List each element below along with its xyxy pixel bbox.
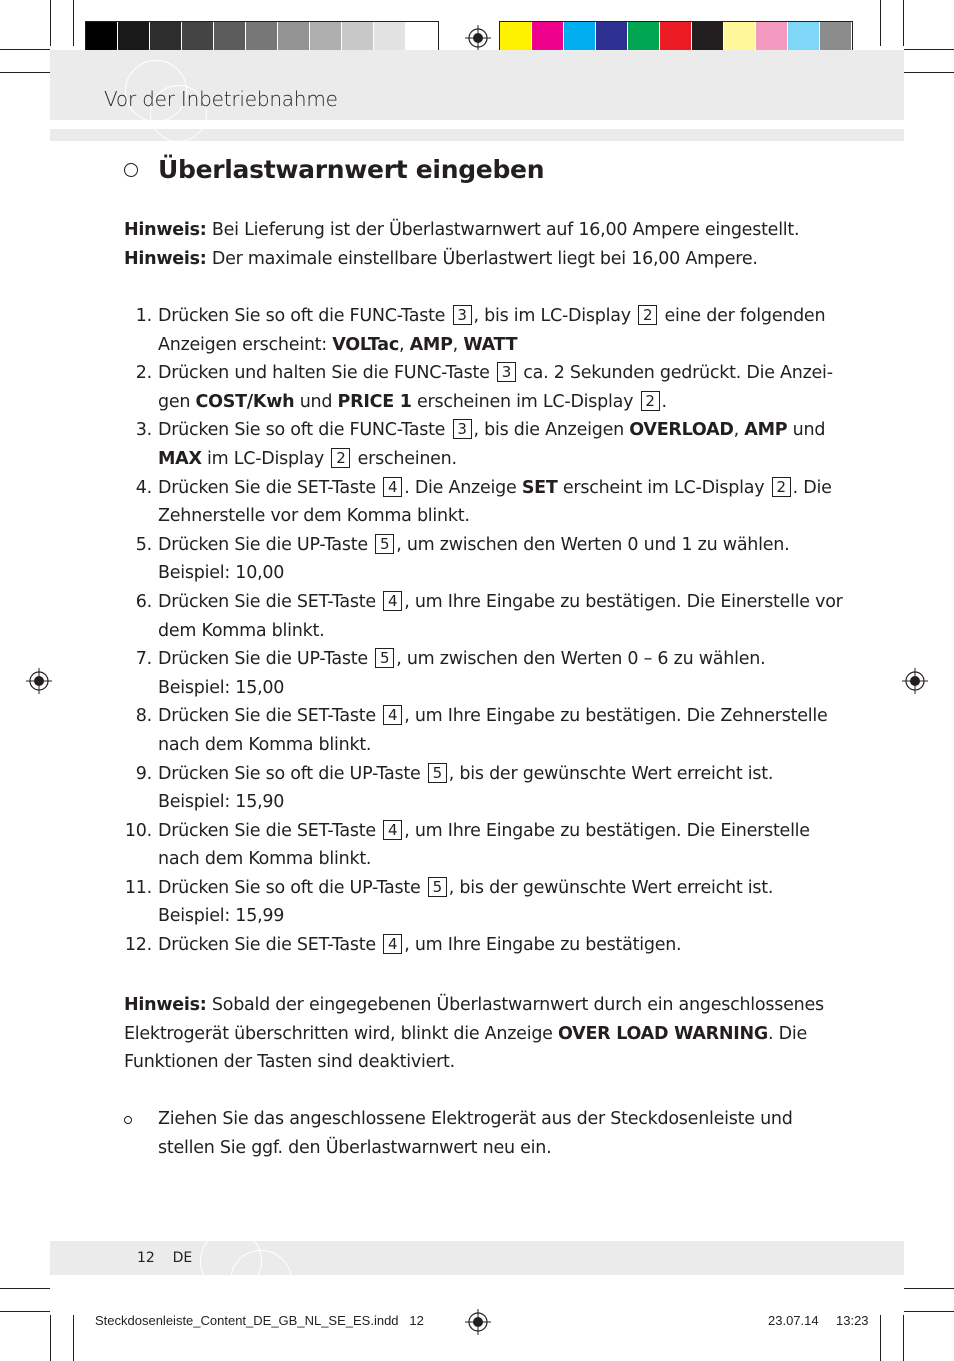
step-text: Drücken Sie die SET-Taste bbox=[158, 591, 382, 612]
step-text: Drücken Sie so oft die FUNC-Taste bbox=[158, 306, 451, 326]
key-reference-badge: 5 bbox=[428, 877, 447, 897]
step-number: 10. bbox=[124, 820, 152, 841]
decorative-circle bbox=[230, 1250, 292, 1312]
slug-date: 23.07.14 bbox=[768, 1313, 819, 1328]
step-number: 3. bbox=[135, 420, 152, 441]
crop-mark bbox=[904, 49, 954, 50]
step-number: 7. bbox=[135, 649, 152, 670]
crop-mark bbox=[50, 1315, 51, 1361]
crop-mark bbox=[73, 1315, 74, 1361]
registration-mark-icon bbox=[26, 668, 52, 694]
key-reference-badge: 3 bbox=[453, 305, 472, 325]
step-number: 12. bbox=[124, 935, 152, 956]
step-text: , bbox=[452, 334, 464, 355]
step-text: Drücken Sie die SET-Taste bbox=[158, 477, 382, 498]
key-reference-badge: 2 bbox=[638, 305, 657, 325]
step-text: Drücken Sie die SET-Taste bbox=[158, 820, 382, 841]
instruction-steps bbox=[124, 302, 844, 960]
step-text: Beispiel: 15,99 bbox=[158, 906, 285, 927]
step-item bbox=[124, 531, 844, 588]
display-label: OVERLOAD bbox=[629, 420, 734, 441]
step-text: Drücken Sie so oft die FUNC-Taste bbox=[158, 420, 451, 441]
step-text: Drücken Sie so oft die UP-Taste bbox=[158, 877, 426, 898]
step-number: 11. bbox=[124, 877, 152, 898]
step-item bbox=[124, 760, 844, 817]
step-text: Beispiel: 15,00 bbox=[158, 677, 285, 698]
section-header: Vor der Inbetriebnahme bbox=[104, 87, 338, 111]
note-label: Hinweis: bbox=[124, 995, 207, 1015]
step-text: Drücken Sie die SET-Taste bbox=[158, 706, 382, 727]
display-label: AMP bbox=[409, 334, 453, 355]
note-text: Der maximale einstellbare Überlastwert liegt bei 16,00 Ampere. bbox=[206, 248, 758, 269]
step-number: 1. bbox=[135, 306, 152, 326]
display-label: PRICE 1 bbox=[337, 391, 412, 412]
step-item bbox=[124, 302, 844, 359]
crop-mark bbox=[73, 0, 74, 46]
crop-mark bbox=[0, 49, 50, 50]
registration-mark-icon bbox=[465, 25, 491, 51]
note-label: Hinweis: bbox=[124, 220, 207, 240]
step-text: , bis der gewünschte Wert erreicht ist. bbox=[448, 763, 774, 784]
step-text: , um zwischen den Werten 0 – 6 zu wählen. bbox=[396, 649, 766, 670]
step-text: , bbox=[398, 334, 410, 355]
footer-page-info bbox=[137, 1250, 192, 1266]
step-item bbox=[124, 359, 844, 416]
language-code: DE bbox=[172, 1250, 193, 1266]
step-number: 8. bbox=[135, 706, 152, 727]
title-bullet-icon bbox=[124, 163, 138, 177]
step-text: ca. 2 Sekunden gedrückt. Die Anzeigen bbox=[158, 363, 834, 412]
key-reference-badge: 2 bbox=[331, 448, 350, 468]
step-text: Drücken Sie die UP-Taste bbox=[158, 534, 374, 555]
step-item bbox=[124, 416, 844, 473]
registration-mark-icon bbox=[902, 668, 928, 694]
note-text: . Die Funktionen der Tasten sind deaktiviert. bbox=[124, 1023, 808, 1073]
key-reference-badge: 5 bbox=[375, 648, 394, 668]
display-label: VOLTac bbox=[332, 334, 399, 355]
key-reference-badge: 4 bbox=[383, 705, 402, 725]
key-reference-badge: 2 bbox=[772, 477, 791, 497]
step-text: , um Ihre Eingabe zu bestätigen. Die Einerstelle nach dem Komma blinkt. bbox=[158, 820, 810, 870]
bullet-icon bbox=[124, 1116, 132, 1124]
key-reference-badge: 2 bbox=[641, 391, 660, 411]
crop-mark bbox=[50, 0, 51, 46]
step-text: . Die Anzeige bbox=[404, 477, 522, 498]
step-item bbox=[124, 817, 844, 874]
step-text: , bis im LC-Display bbox=[473, 306, 637, 326]
key-reference-badge: 5 bbox=[428, 763, 447, 783]
slug-time: 13:23 bbox=[836, 1313, 869, 1328]
step-text: Drücken Sie die UP-Taste bbox=[158, 649, 374, 670]
key-reference-badge: 3 bbox=[453, 419, 472, 439]
registration-mark-icon bbox=[465, 1309, 491, 1335]
step-text: erscheint im LC-Display bbox=[557, 477, 770, 498]
step-text: , bis die Anzeigen bbox=[473, 420, 630, 441]
key-reference-badge: 4 bbox=[383, 820, 402, 840]
crop-mark bbox=[0, 1311, 50, 1312]
step-item bbox=[124, 474, 844, 531]
display-label: COST/Kwh bbox=[195, 391, 295, 412]
key-reference-badge: 4 bbox=[383, 591, 402, 611]
step-text: erscheinen im LC-Display bbox=[411, 391, 639, 412]
crop-mark bbox=[903, 1315, 904, 1361]
key-reference-badge: 5 bbox=[375, 534, 394, 554]
step-text: , um Ihre Eingabe zu bestätigen. bbox=[404, 935, 682, 956]
crop-mark bbox=[0, 1288, 50, 1289]
crop-mark bbox=[880, 1315, 881, 1361]
step-text: . bbox=[661, 391, 667, 412]
step-number: 5. bbox=[135, 534, 152, 555]
step-text: , um zwischen den Werten 0 und 1 zu wählen. bbox=[396, 534, 790, 555]
step-item bbox=[124, 874, 844, 931]
warning-note bbox=[124, 991, 844, 1077]
step-text: eine der folgenden Anzeigen erscheint: bbox=[158, 306, 826, 355]
page-number: 12 bbox=[137, 1250, 155, 1266]
step-item bbox=[124, 588, 844, 645]
crop-mark bbox=[904, 72, 954, 73]
step-number: 6. bbox=[135, 591, 152, 612]
note bbox=[124, 216, 844, 273]
crop-mark bbox=[880, 0, 881, 46]
bullet-instruction: Ziehen Sie das angeschlossene Elektrogerät aus der Steckdosenleiste und stellen Sie ggf. den Überlastwarnwert neu ein. bbox=[158, 1109, 793, 1158]
step-text: Beispiel: 10,00 bbox=[158, 563, 285, 584]
slug-filename: Steckdosenleiste_Content_DE_GB_NL_SE_ES.indd 12 bbox=[95, 1313, 424, 1328]
step-text: Drücken Sie die SET-Taste bbox=[158, 935, 382, 956]
note-bold: OVER LOAD WARNING bbox=[558, 1023, 769, 1044]
step-item bbox=[124, 931, 844, 960]
step-text: und bbox=[294, 391, 338, 412]
step-number: 9. bbox=[135, 763, 152, 784]
note-text: Bei Lieferung ist der Überlastwarnwert auf 16,00 Ampere eingestellt. bbox=[206, 220, 800, 240]
step-text: Drücken Sie so oft die UP-Taste bbox=[158, 763, 426, 784]
step-item bbox=[124, 645, 844, 702]
key-reference-badge: 4 bbox=[383, 477, 402, 497]
crop-mark bbox=[904, 1288, 954, 1289]
step-text: und bbox=[787, 420, 826, 441]
note-text: Sobald der eingegebenen Überlastwarnwert durch ein angeschlossenes Elektrogerät überschritten wird, blinkt die Anzeige bbox=[124, 995, 824, 1044]
step-text: , bis der gewünschte Wert erreicht ist. bbox=[448, 877, 774, 898]
crop-mark bbox=[904, 1311, 954, 1312]
step-number: 2. bbox=[135, 363, 152, 384]
step-text: Drücken und halten Sie die FUNC-Taste bbox=[158, 363, 495, 384]
note-label: Hinweis: bbox=[124, 248, 207, 269]
display-label: SET bbox=[521, 477, 558, 498]
display-label: MAX bbox=[158, 448, 202, 469]
step-text: im LC-Display bbox=[201, 448, 330, 469]
crop-mark bbox=[0, 72, 50, 73]
step-text: , bbox=[733, 420, 745, 441]
step-text: erscheinen. bbox=[352, 448, 457, 469]
crop-mark bbox=[903, 0, 904, 46]
key-reference-badge: 4 bbox=[383, 934, 402, 954]
display-label: AMP bbox=[744, 420, 788, 441]
step-number: 4. bbox=[135, 477, 152, 498]
step-item bbox=[124, 702, 844, 759]
key-reference-badge: 3 bbox=[497, 362, 516, 382]
display-label: WATT bbox=[463, 334, 518, 355]
step-text: . Die Zehnerstelle vor dem Komma blinkt. bbox=[158, 477, 832, 527]
step-text: Beispiel: 15,90 bbox=[158, 792, 285, 813]
step-text: , um Ihre Eingabe zu bestätigen. Die Zehnerstelle nach dem Komma blinkt. bbox=[158, 706, 828, 755]
step-text: , um Ihre Eingabe zu bestätigen. Die Einerstelle vor dem Komma blinkt. bbox=[158, 591, 843, 641]
page-title: Überlastwarnwert eingeben bbox=[158, 155, 545, 184]
